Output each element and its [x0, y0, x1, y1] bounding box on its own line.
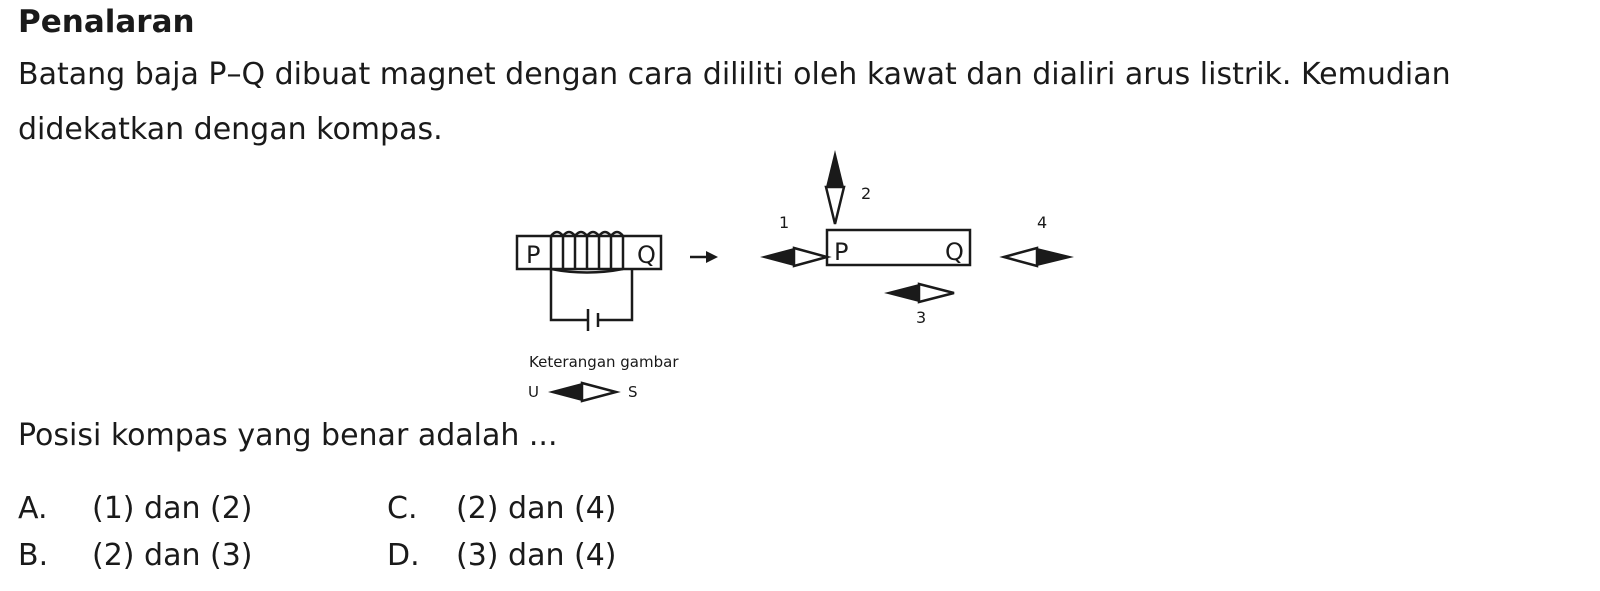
compass-1-label: 1	[779, 213, 790, 232]
legend-compass-south	[582, 383, 616, 401]
compass-4	[1004, 213, 1074, 266]
transition-arrow	[690, 251, 718, 263]
compass-3	[884, 284, 954, 327]
legend-south-label: S	[628, 383, 638, 401]
coiled-steel-bar	[517, 232, 661, 331]
option-b-text: (2) dan (3)	[92, 538, 253, 573]
option-d-text: (3) dan (4)	[456, 538, 617, 573]
problem-line-1: Batang baja P–Q dibuat magnet dengan cara dililiti oleh kawat dan dialiri arus listrik. Kemudian	[18, 57, 1451, 92]
left-bar-label-p: P	[526, 241, 541, 269]
option-d[interactable]	[387, 538, 420, 573]
option-a[interactable]	[18, 491, 48, 526]
compass-2	[826, 150, 871, 224]
battery-symbol	[588, 309, 598, 331]
option-a-letter: A.	[18, 491, 48, 526]
option-b-letter: B.	[18, 538, 49, 573]
right-bar-label-q: Q	[945, 238, 964, 266]
legend-title: Keterangan gambar	[529, 353, 679, 371]
problem-line-2: didekatkan dengan kompas.	[18, 112, 443, 147]
magnetized-steel-bar	[827, 230, 970, 266]
section-heading: Penalaran	[18, 4, 195, 40]
right-bar-label-p: P	[834, 238, 849, 266]
compass-3-label: 3	[916, 308, 927, 327]
circuit-wire	[551, 269, 632, 320]
legend-compass-north	[548, 383, 582, 401]
left-bar-label-q: Q	[637, 241, 656, 269]
wire-coil	[551, 232, 623, 273]
compass-1	[760, 213, 827, 266]
option-c[interactable]	[387, 491, 417, 526]
option-c-text: (2) dan (4)	[456, 491, 617, 526]
option-a-text: (1) dan (2)	[92, 491, 253, 526]
option-d-letter: D.	[387, 538, 420, 573]
legend	[528, 353, 679, 401]
compass-4-label: 4	[1037, 213, 1048, 232]
option-b[interactable]	[18, 538, 48, 573]
legend-north-label: U	[528, 383, 539, 401]
compass-2-label: 2	[861, 184, 872, 203]
question-prompt: Posisi kompas yang benar adalah ...	[18, 418, 558, 453]
option-c-letter: C.	[387, 491, 418, 526]
